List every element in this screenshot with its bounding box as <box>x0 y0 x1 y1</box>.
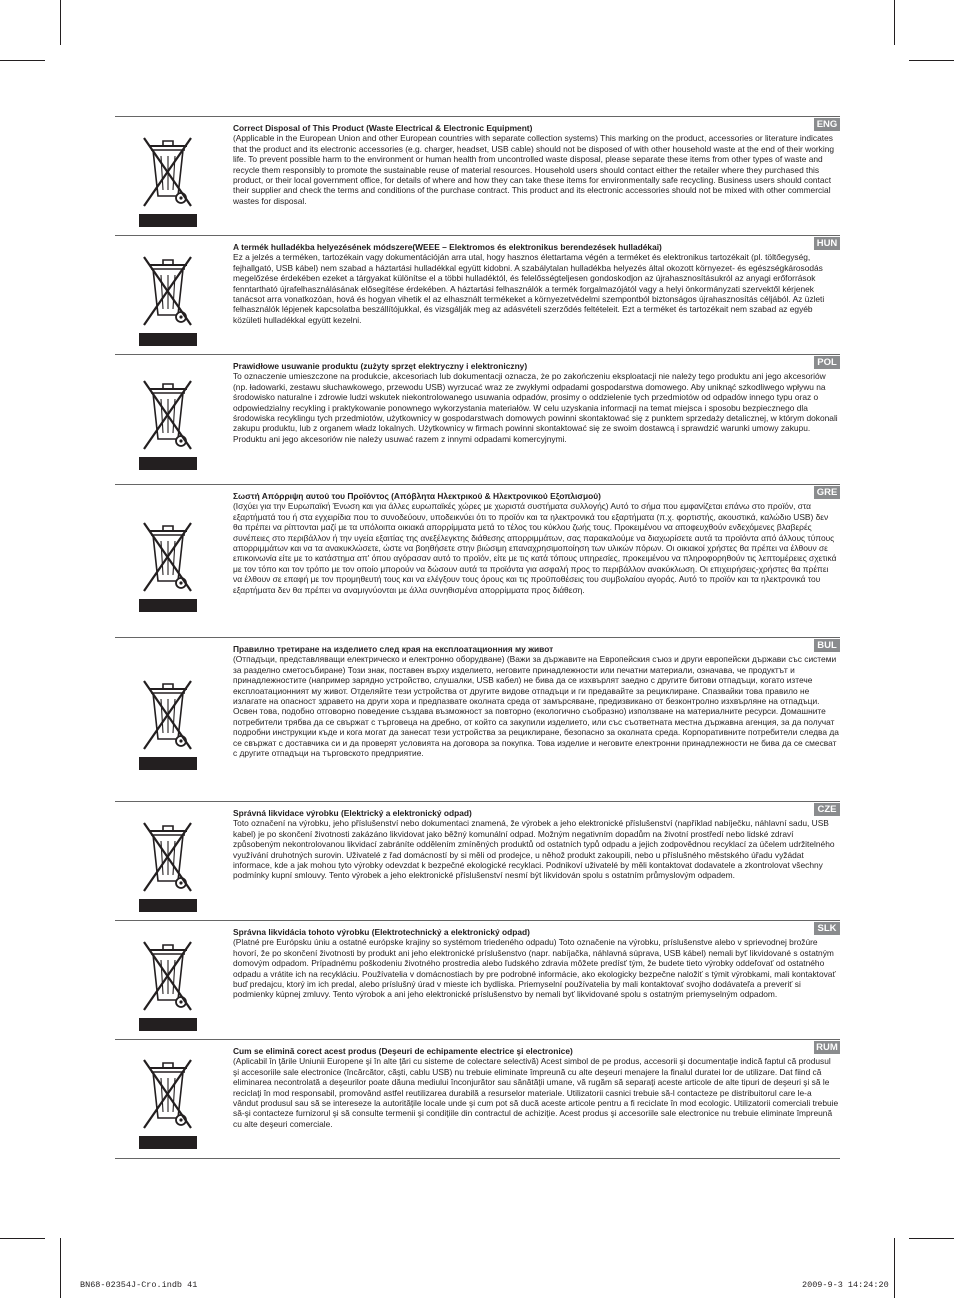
bin-icon-bar <box>139 214 197 227</box>
crop-mark <box>0 1238 45 1239</box>
language-badge: HUN <box>814 237 840 250</box>
section-body: (Platné pre Európsku úniu a ostatné európske krajiny so systémom triedeného odpadu) Toto označenie na výrobku, príslušenstve alebo v sprievodnej brožúre hovorí, že po skončení životnosti by produkt ani jeho elektronické príslušenstvo (napr. nabíjačka, náhlavná súprava, USB kábel) nemali byť likvidované s ostatným domovým odpadom. Prípadnému poškodeniu životného prostredia alebo ľudského zdravia môžete predísť tým, že budete tieto výrobky oddeľovať od ostatného odpadu a vrátite ich na recykláciu. Používatelia v domácnostiach by pre podrobné informácie, ako ekologicky bezpečne naložiť s týmit výrobkami, mali kontaktovať buď predajcu, ktorý im ich predal, alebo príslušný úrad v mieste ich bydliska. Priemyselní používatelia by mali kontaktovať svojho dodávateľa a preveriť si podmienky kúpnej zmluvy. Tento výrobok a ani jeho elektronické príslušenstvo by nemali byť likvidované spolu s ostatným priemyselným odpadom. <box>233 937 836 1000</box>
section-title: Správna likvidácia tohoto výrobku (Elektrotechnický a elektronický odpad) <box>233 927 530 937</box>
disposal-section-rum <box>115 1039 840 1159</box>
crop-mark <box>60 1238 61 1298</box>
crop-mark <box>894 1238 895 1298</box>
section-text <box>233 644 839 758</box>
bin-icon-bar <box>139 599 197 612</box>
section-text <box>233 808 839 881</box>
crossed-out-bin-icon <box>139 517 197 597</box>
section-body: Ez a jelzés a terméken, tartozékain vagy dokumentációján arra utal, hogy hasznos élettartama végén a terméket és elektronikus tartozékait (pl. töltőegység, fejhallgató, USB kábel) nem szabad a háztartási hulladékkal együtt kidobni. A szabálytalan hulladékba helyezés által okozott környezet- és egészségkárosodás megelőzése érdekében ezeket a tárgyakat különítse el a többi hulladéktól, és felelősségteljesen gondoskodjon az újrahasznosításukról az anyagi erőforrások fenntartható újrafelhasználásának elősegítése érdekében. A háztartási felhasználók a termék forgalmazójától vagy a helyi önkormányzati szervektől kérjenek tanácsot arra vonatkozóan, hová és hogyan vihetik el az elhasznált termékeket a környezetvédelmi szempontból biztonságos újrahasznosítás céljából. Az üzleti felhasználók lépjenek kapcsolatba beszállítójukkal, és vizsgálják meg az adásvételi szerződés feltételeit. Ezt a terméket és tartozékait nem szabad az egyéb közületi hulladékkal együtt kezelni. <box>233 252 825 325</box>
disposal-section-pol <box>115 354 840 485</box>
section-body: To oznaczenie umieszczone na produkcie, akcesoriach lub dokumentacji oznacza, że po zakończeniu eksploatacji nie należy tego produktu ani jego akcesoriów (np. ładowarki, zestawu słuchawkowego, przewodu USB) wyrzucać wraz ze zwykłymi odpadami gospodarstwa domowego. Aby uniknąć szkodliwego wpływu na środowisko naturalne i zdrowie ludzi wskutek niekontrolowanego usuwania odpadów, prosimy o oddzielenie tych przedmiotów od odpadów innego typu oraz o odpowiedzialny recykling i praktykowanie ponownego wykorzystania materiałów. W celu uzyskania informacji na temat miejsca i sposobu bezpiecznego dla środowiska recyklingu tych przedmiotów, użytkownicy w gospodarstwach domowych powinni skontaktować się z punktem sprzedaży detalicznej, w którym dokonali zakupu produktu, lub z organem władz lokalnych. Użytkownicy w firmach powinni skontaktować się ze swoim dostawcą i sprawdzić warunki umowy zakupu. Produktu ani jego akcesoriów nie należy usuwać razem z innymi odpadami komercyjnymi. <box>233 371 838 444</box>
crossed-out-bin-icon <box>139 375 197 455</box>
bin-icon-bar <box>139 333 197 346</box>
bin-icon-bar <box>139 1136 197 1149</box>
section-body: Toto označení na výrobku, jeho příslušenství nebo dokumentaci znamená, že výrobek a jeho elektronické příslušenství (například nabíječku, náhlavní sadu, USB kabel) je po skončení životnosti zakázáno likvidovat jako běžný komunální odpad. Možným negativním dopadům na životní prostředí nebo lidské zdraví způsobeným nekontrolovanou likvidací zabráníte oddělením zmíněných produktů od ostatních typů odpadu a jejich zodpovědnou recyklací za účelem udržitelného využívání druhotných surovin. Uživatelé z řad domácností by si měli od prodejce, u něhož produkt zakoupili, nebo u příslušného městského úřadu vyžádat informace, kde a jak mohou tyto výrobky odevzdat k bezpečné ekologické recyklaci. Podnikoví uživatelé by měli kontaktovat dodavatele a zkontrolovat všechny podmínky kupní smlouvy. Tento výrobek a jeho elektronické příslušenství nesmí být likvidován spolu s ostatním průmyslovým odpadem. <box>233 818 835 881</box>
language-badge: RUM <box>814 1041 840 1054</box>
footer-file: BN68-02354J-Cro.indb 41 <box>80 1280 198 1290</box>
language-badge: GRE <box>814 486 840 499</box>
crop-mark <box>894 0 895 45</box>
disposal-section-cze <box>115 801 840 921</box>
section-text <box>233 491 839 595</box>
disposal-section-bul <box>115 637 840 802</box>
section-title: Правилно третиране на изделието след края на експлоатационния му живот <box>233 644 554 654</box>
crossed-out-bin-icon <box>139 251 197 331</box>
crossed-out-bin-icon <box>139 132 197 212</box>
section-text <box>233 242 839 325</box>
section-body: (Ισχύει για την Ευρωπαϊκή Ένωση και για άλλες ευρωπαϊκές χώρες με χωριστά συστήματα συλλογής) Αυτό το σήμα που εμφανίζεται επάνω στο προϊόν, στα εξαρτήματά του ή στα εγχειρίδια που το συνοδεύουν, υποδεικνύει ότι το προϊόν και τα ηλεκτρονικά του εξαρτήματα (π.χ. φορτιστής, ακουστικά, καλώδιο USB) δεν θα πρέπει να ρίπτονται μαζί με τα υπόλοιπα οικιακά απορρίμματα μετά το τέλος του κύκλου ζωής τους. Προκειμένου να αποφευχθούν ενδεχόμενες βλαβερές συνέπειες στο περιβάλλον ή την υγεία εξαιτίας της ανεξέλεγκτης διάθεσης απορριμμάτων, σας παρακαλούμε να διαχωρίσετε αυτά τα προϊόντα από άλλους τύπους απορριμμάτων και να τα ανακυκλώσετε, ώστε να βοηθήσετε στην βιώσιμη επαναχρησιμοποίηση των υλικών πόρων. Οι οικιακοί χρήστες θα πρέπει να έλθουν σε επικοινωνία είτε με το κατάστημα απ' όπου αγόρασαν αυτό το προϊόν, είτε με τις κατά τόπους υπηρεσίες, προκειμένου να πληροφορηθούν τις λεπτομέρειες σχετικά με τον τόπο και τον τρόπο με τον οποίο μπορούν να δώσουν αυτά τα προϊόντα για ασφαλή προς το περιβάλλον ανακύκλωση. Οι επιχειρήσεις-χρήστες θα πρέπει να έλθουν σε επαφή με τον προμηθευτή τους και να ελέγξουν τους όρους και τις προϋποθέσεις του συμβολαίου αγοράς. Αυτό το προϊόν και τα ηλεκτρονικά του εξαρτήματα δεν θα πρέπει να αναμιγνύονται με άλλα συνηθισμένα απορρίμματα προς διάθεση. <box>233 501 837 595</box>
section-title: Správná likvidace výrobku (Elektrický a elektronický odpad) <box>233 808 472 818</box>
crop-mark <box>909 1238 954 1239</box>
crop-mark <box>0 60 45 61</box>
crossed-out-bin-icon <box>139 675 197 755</box>
bin-icon-bar <box>139 899 197 912</box>
section-body: (Отпадъци, представляващи електрическо и електронно оборудване) (Важи за държавите на Европейския съюз и други европейски държави със системи за разделно сметосъбиране) Този знак, поставен върху изделието, неговите принадлежности или печатни материали, означава, че продуктът и принадлежностите (например зарядно устройство, слушалки, USB кабел) не бива да се изхвърлят заедно с другите битови отпадъци, когато изтече експлоатационният му живот. Отделяйте тези устройства от другите видове отпадъци и ги предавайте за рециклиране. Спазвайки това правило не излагате на опасност здравето на други хора и предпазвате околната среда от замърсяване, предизвикано от безконтролно изхвърляне на отпадъци. Освен това, подобно отговорно поведение създава възможност за повторно (екологично съобразно) използване на материалните ресурси. Домашните потребители трябва да се свържат с търговеца на дребно, от който са закупили изделието, или със съответната местна държавна агенция, за да получат подробни инструкции къде и кога могат да занесат тези устройства за рециклиране, безопасно за околната среда. Корпоративните потребители следва да се свържат с доставчика си и да проверят условията на договора за покупка. Това изделие и неговите електронни принадлежности не бива да се смесват с другите отпадъци на търговското предприятие. <box>233 654 839 759</box>
section-title: Prawidłowe usuwanie produktu (zużyty sprzęt elektryczny i elektroniczny) <box>233 361 528 371</box>
section-body: (Aplicabil în ţările Uniunii Europene şi în alte ţări cu sisteme de colectare selectivă) Acest simbol de pe produs, accesorii şi documentaţie indică faptul că produsul şi accesoriile sale electronice (încărcător, căşti, cablu USB) nu trebuie eliminate împreună cu alte deşeuri menajere la finalul duratei lor de utilizare. Dat fiind că eliminarea necontrolată a deşeurilor poate dăuna mediului înconjurător sau sănătăţii umane, vă rugăm să separaţi aceste articole de alte tipuri de deşeuri şi să le reciclaţi în mod responsabil, promovând astfel reutilizarea durabilă a resurselor materiale. Utilizatorii casnici trebuie să-l contacteze pe distribuitorul care le-a vândut produsul sau să se intereseze la autorităţile locale unde şi cum pot să ducă aceste articole pentru a fi reciclate în mod ecologic. Utilizatorii comerciali trebuie să-şi contacteze furnizorul şi să consulte termenii şi condiţiile din contractul de achiziţie. Acest produs şi accesoriile sale electronice nu trebuie eliminate împreună cu alte deşeuri comerciale. <box>233 1056 839 1129</box>
language-badge: ENG <box>814 118 840 131</box>
crossed-out-bin-icon <box>139 936 197 1016</box>
disposal-section-slk <box>115 920 840 1040</box>
language-badge: SLK <box>814 922 840 935</box>
crop-mark <box>909 60 954 61</box>
crop-mark <box>60 0 61 45</box>
section-text <box>233 927 839 1000</box>
language-badge: CZE <box>814 803 840 816</box>
section-text <box>233 361 839 444</box>
section-title: A termék hulladékba helyezésének módszere(WEEE – Elektromos és elektronikus berendezések hulladékai) <box>233 242 662 252</box>
bin-icon-bar <box>139 1018 197 1031</box>
section-text <box>233 1046 839 1129</box>
bin-icon-bar <box>139 757 197 770</box>
disposal-section-gre <box>115 484 840 638</box>
section-text <box>233 123 839 206</box>
section-body: (Applicable in the European Union and other European countries with separate collection systems) This marking on the product, accessories or literature indicates that the product and its electronic accessories (e.g. charger, headset, USB cable) should not be disposed of with other household waste at the end of their working life. To prevent possible harm to the environment or human health from uncontrolled waste disposal, please separate these items from other types of waste and recycle them responsibly to promote the sustainable reuse of material resources. Household users should contact either the retailer where they purchased this product, or their local government office, for details of where and how they can take these items for environmentally safe recycling. Business users should contact their supplier and check the terms and conditions of the purchase contract. This product and its electronic accessories should not be mixed with other commercial wastes for disposal. <box>233 133 835 206</box>
disposal-section-eng <box>115 116 840 236</box>
section-title: Σωστή Απόρριψη αυτού του Προϊόντος (Απόβλητα Ηλεκτρικού & Ηλεκτρονικού Εξοπλισμού) <box>233 491 601 501</box>
bin-icon-bar <box>139 457 197 470</box>
footer-datetime: 2009-9-3 14:24:20 <box>802 1280 889 1290</box>
section-title: Cum se elimină corect acest produs (Deşeuri de echipamente electrice şi electronice) <box>233 1046 573 1056</box>
crossed-out-bin-icon <box>139 817 197 897</box>
crossed-out-bin-icon <box>139 1054 197 1134</box>
language-badge: BUL <box>814 639 840 652</box>
disposal-section-hun <box>115 235 840 355</box>
section-title: Correct Disposal of This Product (Waste Electrical & Electronic Equipment) <box>233 123 533 133</box>
language-badge: POL <box>814 356 840 369</box>
